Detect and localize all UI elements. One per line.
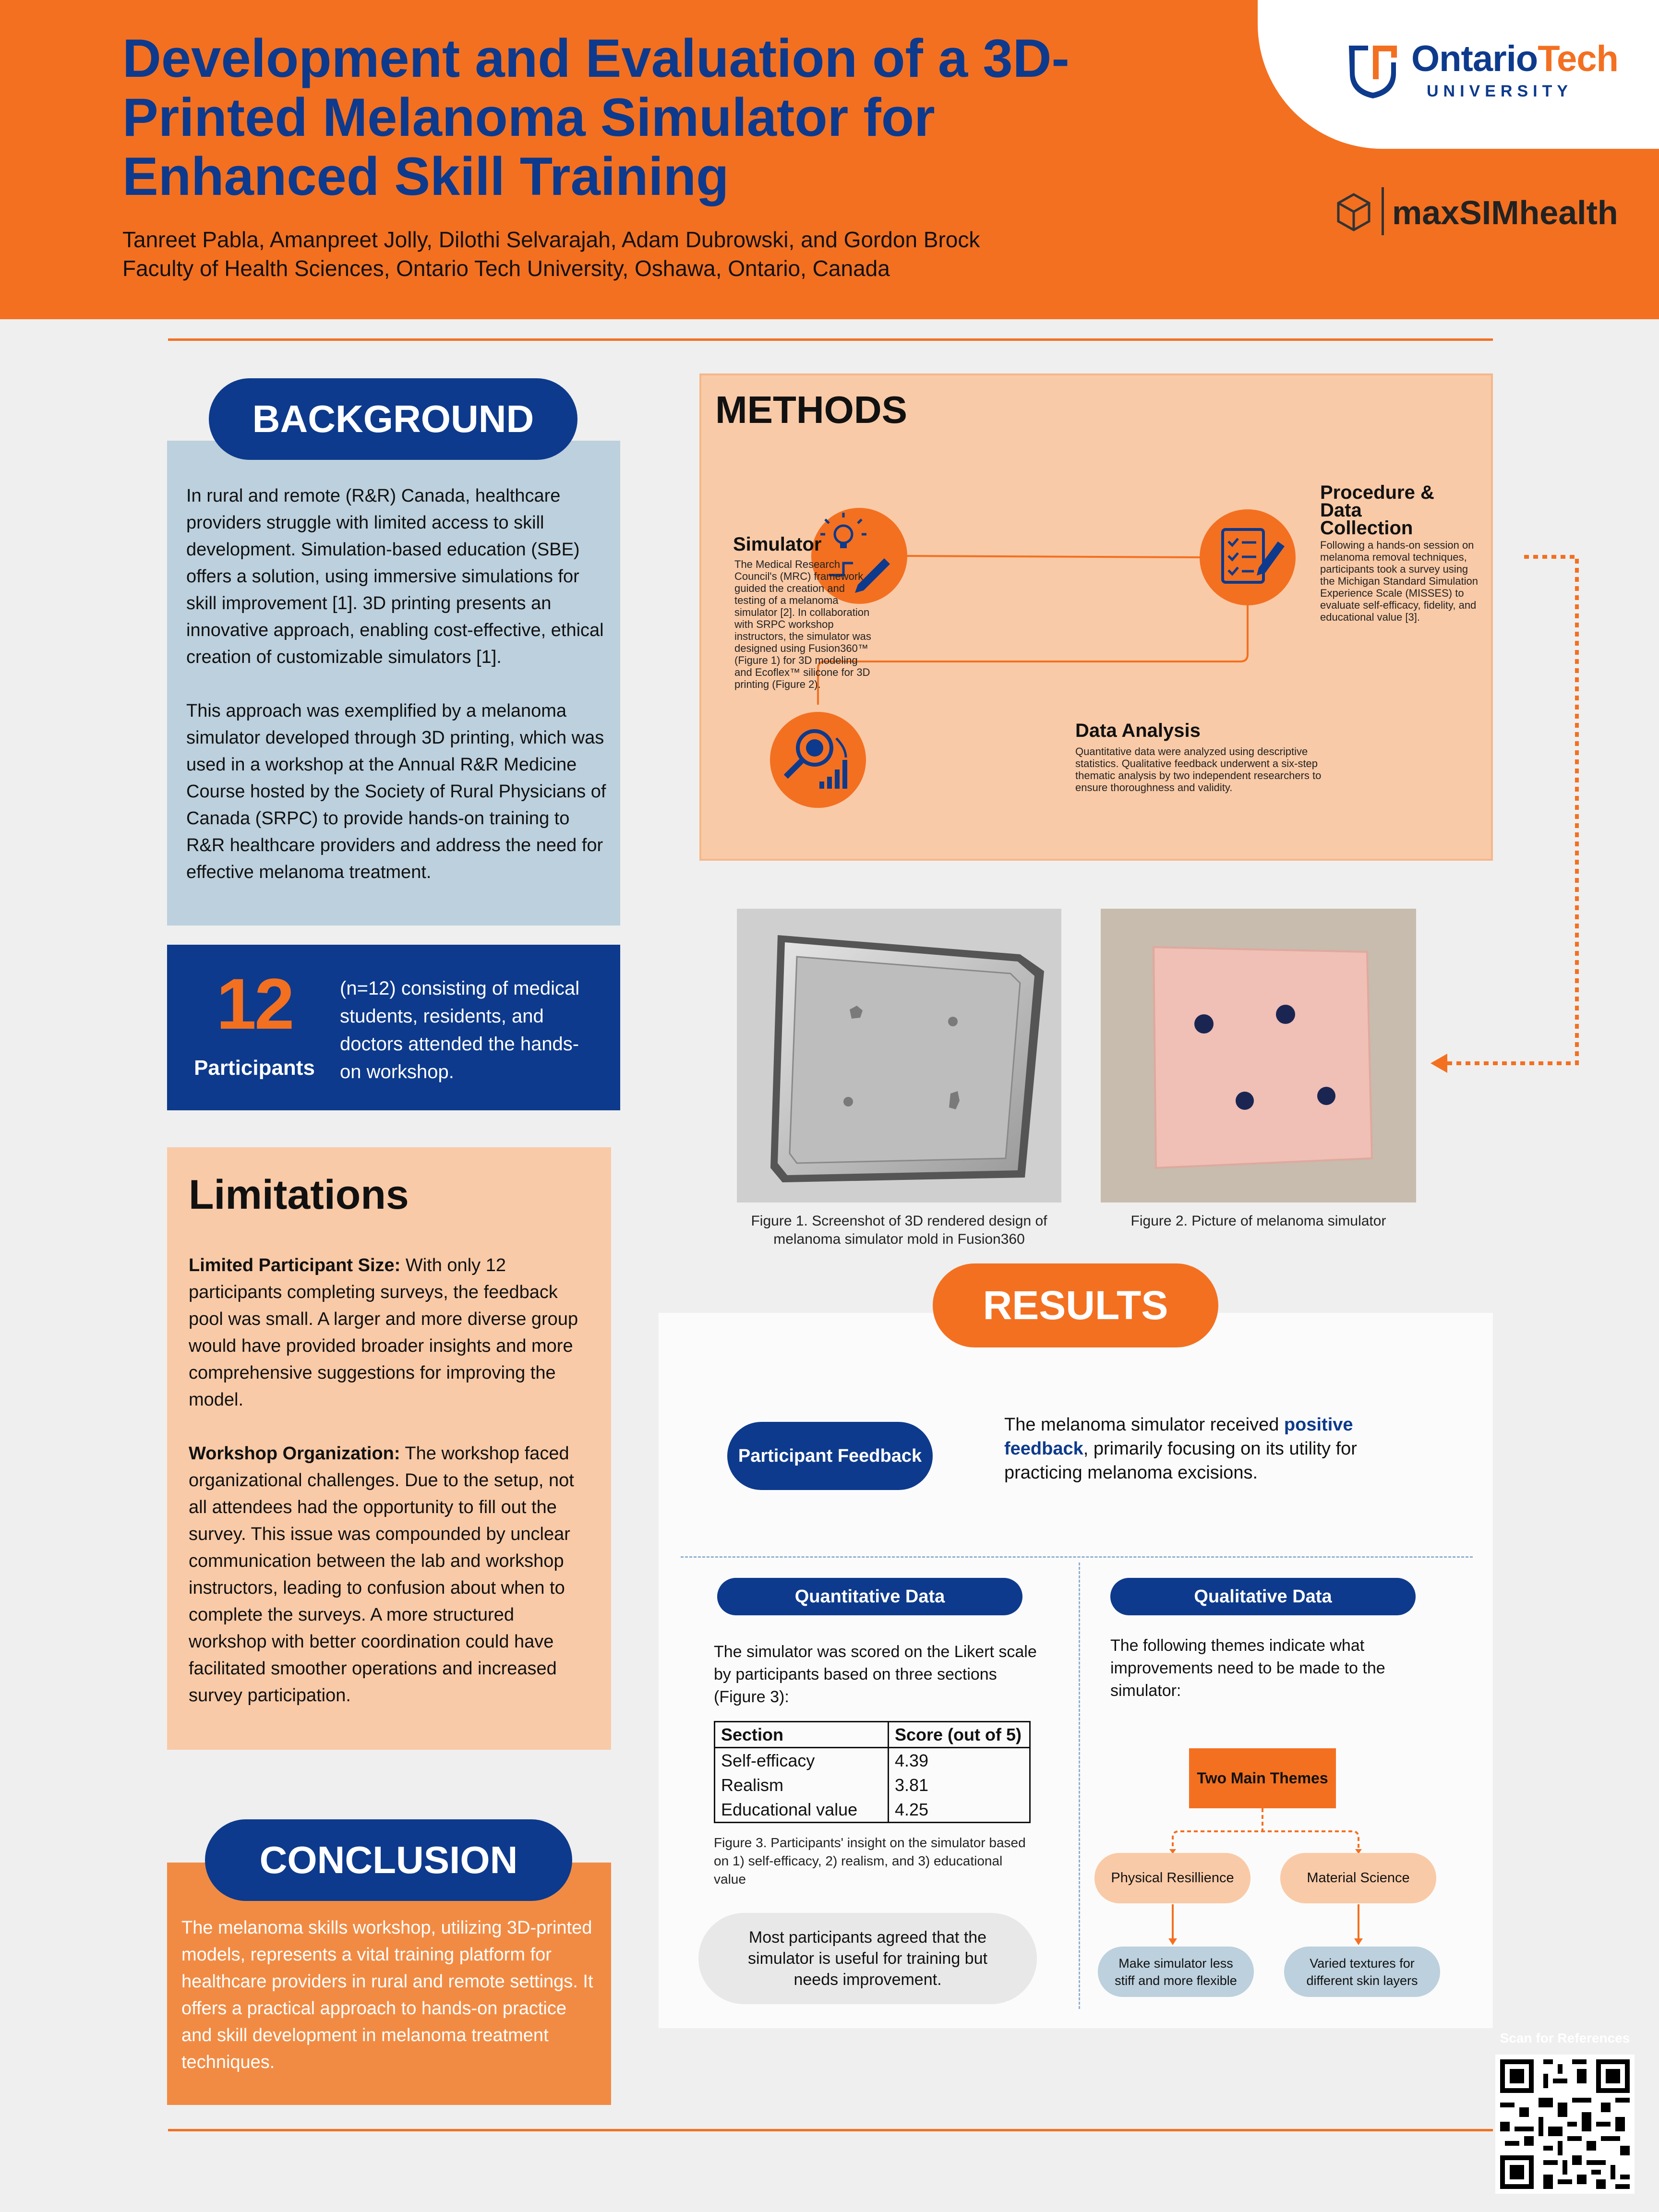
agreement-callout: Most participants agreed that the simulator is useful for training but needs improvement. [698, 1913, 1037, 2004]
figure-2-simulator-photo [1101, 909, 1416, 1202]
flow-line-1 [896, 556, 1201, 557]
mold-render-image [737, 909, 1061, 1202]
feedback-text-pre: The melanoma simulator received [1004, 1415, 1284, 1435]
qr-code[interactable] [1495, 2055, 1635, 2194]
logo-text-tech: Tech [1538, 38, 1618, 79]
feedback-highlight: positive feedback [1004, 1415, 1353, 1459]
affiliation: Faculty of Health Sciences, Ontario Tech University, Oshawa, Ontario, Canada [122, 255, 890, 281]
table-row [715, 1748, 1030, 1773]
ontario-tech-shield-icon [1339, 36, 1407, 103]
qr-code-icon [1495, 2055, 1635, 2194]
flow-line-2 [818, 599, 1248, 705]
cube-icon [1334, 190, 1373, 238]
limitation-2-text: The workshop faced organizational challenges. Due to the setup, not all attendees had the opportunity to fill out the survey. This issue was compounded by unclear communication between the lab and workshop instructors, leading to confusion about when to complete the surveys. A more structured workshop with better coordination could have facilitated smoother operations and increased survey participation. [189, 1443, 574, 1706]
participant-count: 12 [216, 963, 293, 1044]
maxsimhealth-logo [1334, 185, 1651, 242]
subtheme-flexibility: Make simulator less stiff and more flexible [1098, 1947, 1254, 1997]
procedure-title: Procedure & Data Collection [1320, 482, 1434, 539]
qualitative-data-text: The following themes indicate what improvements need to be made to the simulator: [1110, 1636, 1385, 1700]
figure-1-caption: Figure 1. Screenshot of 3D rendered design of melanoma simulator mold in Fusion360 [751, 1213, 1047, 1247]
table-cell-section: Educational value [715, 1797, 889, 1823]
quantitative-data-heading: Quantitative Data [717, 1578, 1022, 1615]
participant-feedback-pill: Participant Feedback [727, 1422, 933, 1490]
figure-3-caption: Figure 3. Participants' insight on the simulator based on 1) self-efficacy, 2) realism, and 3) educational value [714, 1835, 1026, 1887]
table-cell-score: 4.25 [895, 1799, 929, 1819]
qualitative-data-heading: Qualitative Data [1110, 1578, 1416, 1615]
background-text [186, 482, 609, 913]
simulator-photo-image [1101, 909, 1416, 1202]
figure-2-caption: Figure 2. Picture of melanoma simulator [1130, 1213, 1386, 1229]
background-paragraph-2: This approach was exemplified by a melanoma simulator developed through 3D printing, which was used in a workshop at the Annual R&R Medicine Course hosted by the Society of Rural Physicians of Canada (SRPC) to provide hands-on training to R&R healthcare providers and address the need for effective melanoma treatment. [186, 701, 606, 882]
checklist-icon [1200, 509, 1296, 605]
simulator-title: Simulator [733, 534, 822, 555]
table-cell-section: Realism [715, 1773, 889, 1797]
theme-material-science: Material Science [1280, 1853, 1436, 1903]
limitation-item-1 [189, 1252, 597, 1413]
logo-text-ontario: Ontario [1411, 38, 1538, 79]
theme-physical-resilience: Physical Resillience [1094, 1853, 1250, 1903]
conclusion-text: The melanoma skills workshop, utilizing 3D-printed models, represents a vital training platform for healthcare providers in rural and remote settings. It offers a practical approach to hands-on practice and skill development in melanoma treatment techniques. [181, 1918, 593, 2072]
methods-heading: METHODS [715, 388, 907, 431]
dotted-connector-arrow [1421, 547, 1594, 1085]
author-block [122, 226, 1226, 283]
results-heading: RESULTS [933, 1263, 1218, 1347]
conclusion-heading: CONCLUSION [205, 1819, 572, 1901]
background-heading: BACKGROUND [209, 378, 577, 460]
subtheme-textures: Varied textures for different skin layers [1284, 1947, 1440, 1997]
simulator-text: The Medical Research Council's (MRC) framework guided the creation and testing of a melanoma simulator [2]. In collaboration with SRPC workshop instructors, the simulator was designed using Fusion360™ (Figure 1) for 3D modeling and Ecoflex™ silicone for 3D printing (Figure 2). [734, 558, 871, 690]
table-header-score: Score (out of 5) [889, 1722, 1030, 1748]
limitation-1-title: Limited Participant Size: [189, 1255, 401, 1275]
maxsim-text: maxSIMhealth [1392, 194, 1618, 231]
authors: Tanreet Pabla, Amanpreet Jolly, Dilothi Selvarajah, Adam Dubrowski, and Gordon Brock [122, 227, 980, 252]
participant-label: Participants [194, 1056, 315, 1080]
table-row [715, 1797, 1030, 1823]
analysis-title: Data Analysis [1075, 720, 1201, 741]
poster-title: Development and Evaluation of a 3D-Printed Melanoma Simulator for Enhanced Skill Training [122, 28, 1070, 207]
table-cell-score: 3.81 [895, 1775, 929, 1795]
participant-description: (n=12) consisting of medical students, residents, and doctors attended the hands-on workshop. [340, 978, 580, 1082]
ontario-tech-logo [1339, 36, 1637, 108]
table-header-section: Section [715, 1722, 889, 1748]
arrowhead-icon [1168, 1938, 1363, 1945]
background-paragraph-1: In rural and remote (R&R) Canada, healthcare providers struggle with limited access to skill development. Simulation-based education (SBE) offers a solution, using immersive simulations for skill improvement [1]. 3D printing presents an innovative approach, enabling cost-effective, ethical creation of customizable simulators [1]. [186, 486, 604, 667]
table-header-row [715, 1722, 1030, 1748]
limitations-heading: Limitations [189, 1172, 409, 1218]
procedure-text: Following a hands-on session on melanoma removal techniques, participants took a survey using the Michigan Standard Simulation Experience Scale (MISSES) to evaluate self-efficacy, fidelity, and educational value [3]. [1320, 539, 1478, 623]
bottom-divider [168, 2129, 1493, 2131]
logo-text-university: UNIVERSITY [1427, 82, 1573, 100]
quantitative-data-text: The simulator was scored on the Likert scale by participants based on three sections (Figure 3): [714, 1643, 1037, 1706]
limitation-item-2 [189, 1440, 597, 1709]
arrowhead-icon [1431, 1054, 1447, 1073]
results-horizontal-divider [681, 1556, 1473, 1558]
table-cell-score: 4.39 [895, 1750, 929, 1770]
limitations-text [189, 1252, 597, 1736]
participant-feedback-text [1004, 1413, 1412, 1485]
table-row [715, 1773, 1030, 1797]
main-theme-box: Two Main Themes [1189, 1748, 1336, 1808]
limitation-1-text: With only 12 participants completing surveys, the feedback pool was small. A larger and more diverse group would have provided broader insights and more comprehensive suggestions for improving the model. [189, 1255, 578, 1410]
table-cell-section: Self-efficacy [715, 1748, 889, 1773]
analysis-text: Quantitative data were analyzed using descriptive statistics. Qualitative feedback underwent a six-step thematic analysis by two independent researchers to ensure thoroughness and validity. [1075, 745, 1322, 793]
figure-1-mold-render [737, 909, 1061, 1202]
analysis-magnifier-icon [770, 712, 866, 808]
feedback-text-post: , primarily focusing on its utility for practicing melanoma excisions. [1004, 1439, 1357, 1483]
score-table [714, 1721, 1031, 1823]
qr-label: Scan for References [1500, 2031, 1630, 2045]
limitation-2-title: Workshop Organization: [189, 1443, 400, 1464]
top-divider [168, 338, 1493, 341]
